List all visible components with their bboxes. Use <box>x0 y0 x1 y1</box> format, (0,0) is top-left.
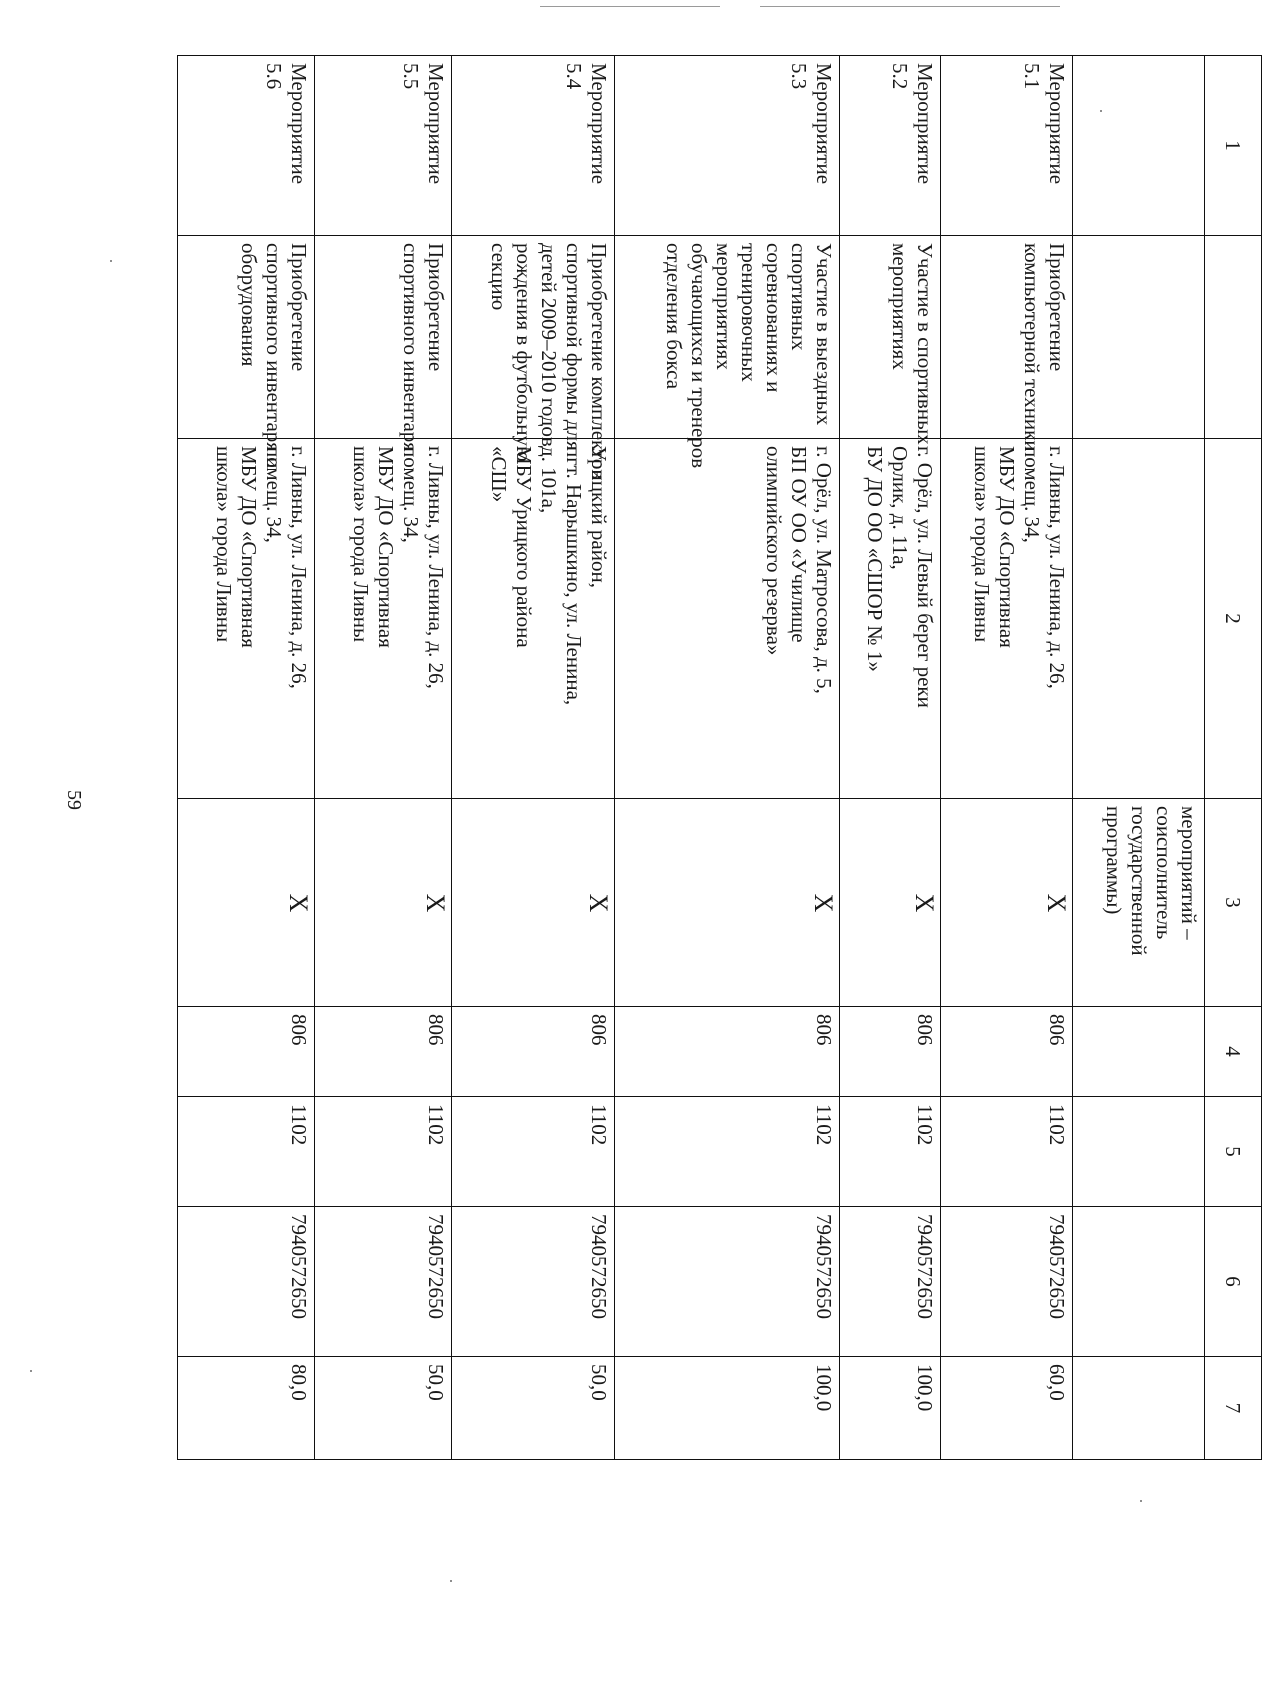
text-line: БУ ДО ОО «СШОР № 1» <box>862 446 887 672</box>
mark-cell: Х <box>940 799 1072 1007</box>
text-line: мероприятиях <box>712 243 737 370</box>
text-line: школа» города Ливны <box>211 446 236 643</box>
text-line: рождения в футбольную <box>511 243 536 462</box>
measure-address <box>451 439 614 799</box>
text-line: г. Орёл, ул. Левый берег реки <box>912 446 937 708</box>
text-line: Приобретение <box>423 243 448 372</box>
text-line: «СШ» <box>486 446 511 503</box>
text-line: Участие в выездных <box>812 243 837 426</box>
grbs-cell: 806 <box>940 1007 1072 1097</box>
scan-rule <box>760 6 1060 7</box>
measure-address <box>840 439 941 799</box>
amount-cell: 50,0 <box>314 1357 451 1460</box>
text-line: пгт. Нарышкино, ул. Ленина, <box>561 446 586 706</box>
rotated-table <box>177 55 1262 1459</box>
mark-cell: Х <box>840 799 941 1007</box>
text-line: 5.4 <box>561 63 586 90</box>
text-line: МБУ ДО «Спортивная <box>994 446 1019 648</box>
text-line: отделения бокса <box>662 243 687 390</box>
amount-cell: 80,0 <box>178 1357 315 1460</box>
text-line: спортивной формы для <box>561 243 586 451</box>
text-line: школа» города Ливны <box>969 446 994 643</box>
mark-cell: Х <box>178 799 315 1007</box>
text-line: программы) <box>1101 806 1126 915</box>
mark-cell: Х <box>451 799 614 1007</box>
measure-address <box>314 439 451 799</box>
target-article-cell: 7940572650 <box>451 1207 614 1357</box>
measure-address <box>614 439 839 799</box>
measure-name <box>614 56 839 236</box>
text-line: спортивного инвентаря <box>398 243 423 452</box>
text-line: мероприятиях <box>887 243 912 370</box>
table-header-row <box>1204 56 1261 1460</box>
measure-name <box>451 56 614 236</box>
measure-description <box>840 236 941 445</box>
measure-address <box>178 439 315 799</box>
header-cell: 7 <box>1204 1357 1261 1460</box>
text-line: МБУ ДО «Спортивная <box>373 446 398 648</box>
section-cell: 1102 <box>614 1097 839 1207</box>
cell <box>1072 1097 1204 1207</box>
mark-cell: Х <box>314 799 451 1007</box>
cell <box>1072 1357 1204 1460</box>
text-line: 5.3 <box>787 63 812 90</box>
grbs-cell: 806 <box>840 1007 941 1097</box>
text-line: государственной <box>1126 806 1151 956</box>
grbs-cell: 806 <box>614 1007 839 1097</box>
text-line: обучающихся и тренеров <box>687 243 712 469</box>
text-line: соисполнитель <box>1151 806 1176 940</box>
measure-description <box>940 236 1072 452</box>
header-cell: 3 <box>1204 799 1261 1007</box>
text-line: Мероприятие <box>1044 63 1069 185</box>
text-line: г. Ливны, ул. Ленина, д. 26, <box>286 446 311 689</box>
measure-name <box>314 56 451 236</box>
program-measures-table <box>177 55 1262 1460</box>
grbs-cell: 806 <box>451 1007 614 1097</box>
text-line: 5.2 <box>887 63 912 90</box>
responsible-cell <box>1072 799 1204 1007</box>
text-line: г. Орёл, ул. Матросова, д. 5, <box>812 446 837 694</box>
text-line: оборудования <box>236 243 261 367</box>
header-cell: 2 <box>1204 439 1261 799</box>
cell <box>1072 236 1204 439</box>
target-article-cell: 7940572650 <box>314 1207 451 1357</box>
cell <box>1072 56 1204 236</box>
text-line: олимпийского резерва» <box>762 446 787 656</box>
measure-name <box>840 56 941 236</box>
text-line: Участие в спортивных <box>912 243 937 445</box>
text-line: компьютерной техники <box>1019 243 1044 452</box>
text-line: Мероприятие <box>423 63 448 185</box>
section-cell: 1102 <box>840 1097 941 1207</box>
amount-cell: 50,0 <box>451 1357 614 1460</box>
text-line: школа» города Ливны <box>348 446 373 643</box>
text-line: помещ. 34, <box>1019 446 1044 543</box>
header-cell: 6 <box>1204 1207 1261 1357</box>
text-line: соревнованиях и <box>762 243 787 393</box>
amount-cell: 100,0 <box>840 1357 941 1460</box>
target-article-cell: 7940572650 <box>940 1207 1072 1357</box>
measure-description <box>614 236 839 469</box>
text-line: г. Ливны, ул. Ленина, д. 26, <box>423 446 448 689</box>
scan-speck <box>450 1580 452 1582</box>
text-line: д. 101а, <box>536 446 561 514</box>
text-line: 5.1 <box>1019 63 1044 90</box>
section-cell: 1102 <box>178 1097 315 1207</box>
section-cell: 1102 <box>940 1097 1072 1207</box>
table-row <box>178 56 315 1460</box>
cell <box>1072 1007 1204 1097</box>
text-line: Урицкий район, <box>586 446 611 588</box>
text-line: 5.5 <box>398 63 423 90</box>
text-line: 5.6 <box>261 63 286 90</box>
measure-name <box>178 56 315 236</box>
text-line: г. Ливны, ул. Ленина, д. 26, <box>1044 446 1069 689</box>
text-line: секцию <box>486 243 511 311</box>
table-row <box>314 56 451 1460</box>
measure-description <box>178 236 315 469</box>
text-line: Орлик, д. 11а, <box>887 446 912 570</box>
scan-rule <box>540 6 720 7</box>
cell <box>1072 1207 1204 1357</box>
text-line: МБУ ДО «Спортивная <box>236 446 261 648</box>
measure-description <box>314 236 451 452</box>
text-line: детей 2009–2010 годов <box>536 243 561 447</box>
header-cell: 4 <box>1204 1007 1261 1097</box>
page-number: 59 <box>63 790 85 810</box>
section-cell: 1102 <box>314 1097 451 1207</box>
text-line: тренировочных <box>737 243 762 382</box>
text-line: Мероприятие <box>812 63 837 185</box>
amount-cell: 60,0 <box>940 1357 1072 1460</box>
table-row <box>451 56 614 1460</box>
text-line: помещ. 34, <box>261 446 286 543</box>
text-line: спортивного инвентаря и <box>261 243 286 469</box>
table-row <box>940 56 1072 1460</box>
text-line: помещ. 34, <box>398 446 423 543</box>
target-article-cell: 7940572650 <box>840 1207 941 1357</box>
table-row <box>614 56 839 1460</box>
header-cell: 5 <box>1204 1097 1261 1207</box>
text-line: БП ОУ ОО «Училище <box>787 446 812 643</box>
text-line: спортивных <box>787 243 812 351</box>
grbs-cell: 806 <box>314 1007 451 1097</box>
text-line: мероприятий – <box>1176 806 1201 940</box>
scan-speck <box>110 260 112 262</box>
text-line: Мероприятие <box>912 63 937 185</box>
target-article-cell: 7940572650 <box>178 1207 315 1357</box>
header-cell <box>1204 236 1261 439</box>
text-line: Мероприятие <box>286 63 311 185</box>
target-article-cell: 7940572650 <box>614 1207 839 1357</box>
measure-name <box>940 56 1072 236</box>
continuation-row <box>1072 56 1204 1460</box>
text-line: Приобретение <box>1044 243 1069 372</box>
text-line: Мероприятие <box>586 63 611 185</box>
section-cell: 1102 <box>451 1097 614 1207</box>
measure-address <box>940 439 1072 799</box>
text-line: МБУ Урицкого района <box>511 446 536 648</box>
scan-speck <box>1140 1500 1142 1502</box>
scan-speck <box>30 1370 32 1372</box>
text-line: Приобретение комплектов <box>586 243 611 480</box>
header-cell: 1 <box>1204 56 1261 236</box>
mark-cell: Х <box>614 799 839 1007</box>
grbs-cell: 806 <box>178 1007 315 1097</box>
cell <box>1072 439 1204 799</box>
text-line: Приобретение <box>286 243 311 372</box>
table-row <box>840 56 941 1460</box>
amount-cell: 100,0 <box>614 1357 839 1460</box>
